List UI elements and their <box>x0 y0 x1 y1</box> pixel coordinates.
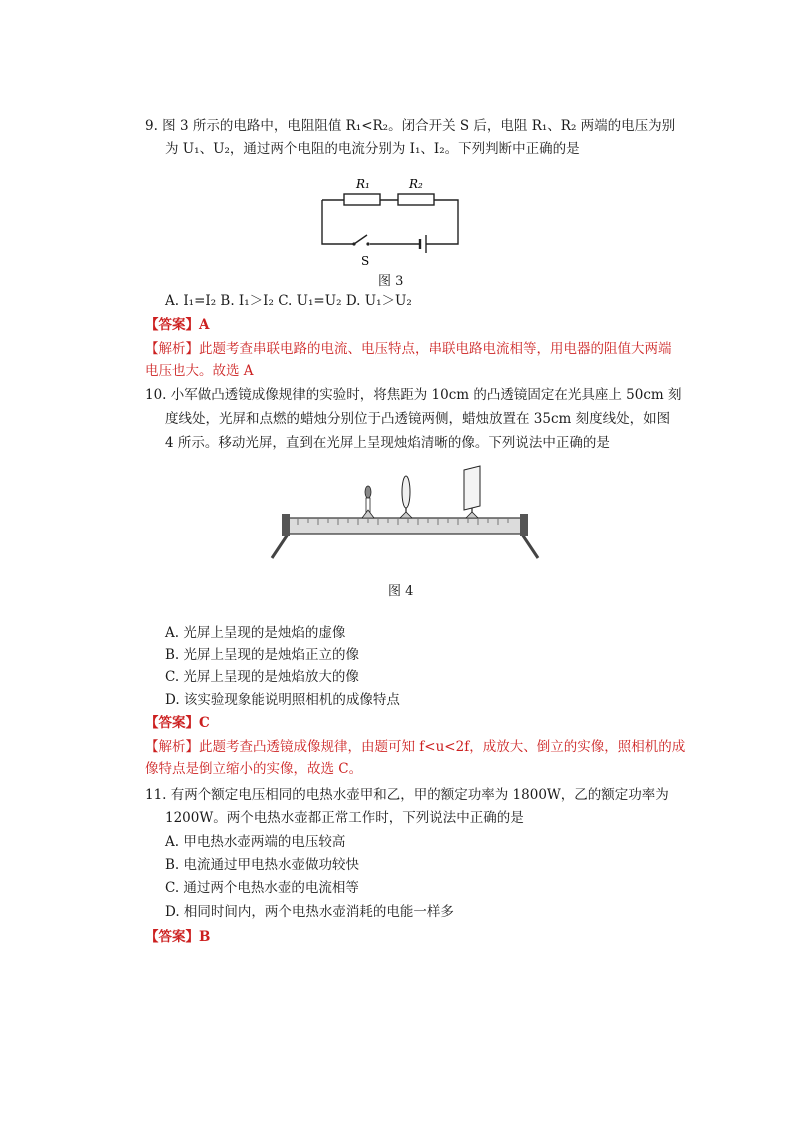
q10-option-a: A. 光屏上呈现的是烛焰的虚像 <box>165 625 346 641</box>
q10-analysis-line1: 【解析】此题考查凸透镜成像规律，由题可知 f<u<2f，成放大、倒立的实像，照相机的成 <box>145 739 686 755</box>
q9-answer: 【答案】A <box>145 317 210 333</box>
q9-analysis-line2: 电压也大。故选 A <box>145 363 254 379</box>
q10-option-d: D. 该实验现象能说明照相机的成像特点 <box>165 692 400 708</box>
q11-stem-line2: 1200W。两个电热水壶都正常工作时，下列说法中正确的是 <box>165 810 524 826</box>
q11-option-c: C. 通过两个电热水壶的电流相等 <box>165 880 359 896</box>
resistor-r2 <box>398 194 434 205</box>
q10-analysis-line2: 像特点是倒立缩小的实像，故选 C。 <box>145 761 363 777</box>
q11-option-a: A. 甲电热水壶两端的电压较高 <box>165 834 346 850</box>
q9-options: A. I₁=I₂ B. I₁＞I₂ C. U₁=U₂ D. U₁＞U₂ <box>165 293 412 309</box>
q9-analysis-line1: 【解析】此题考查串联电路的电流、电压特点，串联电路电流相等，用电器的阻值大两端 <box>145 341 672 357</box>
candle-holder <box>362 510 374 518</box>
switch-lever <box>354 235 367 244</box>
circuit-wire <box>426 200 458 244</box>
light-screen <box>464 466 480 510</box>
q10-stem-line1: 10. 小军做凸透镜成像规律的实验时，将焦距为 10cm 的凸透镜固定在光具座上 50cm 刻 <box>145 387 682 403</box>
lens-holder <box>400 512 412 518</box>
screen-holder <box>466 512 478 518</box>
figure3-caption: 图 3 <box>378 274 404 289</box>
bench-end-right <box>520 514 528 536</box>
q9-stem-line2: 为 U₁、U₂，通过两个电阻的电流分别为 I₁、I₂。下列判断中正确的是 <box>165 141 580 157</box>
circuit-diagram-figure3 <box>312 172 472 272</box>
figure4-caption: 图 4 <box>388 584 414 599</box>
bench-left-leg <box>272 534 288 558</box>
q11-option-d: D. 相同时间内，两个电热水壶消耗的电能一样多 <box>165 904 454 920</box>
optical-bench-figure4 <box>268 462 542 562</box>
q11-option-b: B. 电流通过甲电热水壶做功较快 <box>165 857 360 873</box>
resistor-r1 <box>344 194 380 205</box>
circuit-wire <box>322 200 354 244</box>
q10-stem-line3: 4 所示。移动光屏，直到在光屏上呈现烛焰清晰的像。下列说法中正确的是 <box>165 435 610 451</box>
switch-contact <box>366 242 369 245</box>
q10-option-b: B. 光屏上呈现的是烛焰正立的像 <box>165 647 360 663</box>
bench-rail <box>284 518 526 534</box>
q10-stem-line2: 度线处，光屏和点燃的蜡烛分别位于凸透镜两侧，蜡烛放置在 35cm 刻度线处，如图 <box>165 411 671 427</box>
label-r2: R₂ <box>409 177 423 191</box>
q11-stem-line1: 11. 有两个额定电压相同的电热水壶甲和乙，甲的额定功率为 1800W，乙的额定功率为 <box>145 787 669 803</box>
q10-option-c: C. 光屏上呈现的是烛焰放大的像 <box>165 669 359 685</box>
candle-flame <box>365 486 371 498</box>
convex-lens <box>402 476 410 508</box>
q10-answer: 【答案】C <box>145 715 210 731</box>
q9-stem-line1: 9. 图 3 所示的电路中，电阻阻值 R₁<R₂。闭合开关 S 后，电阻 R₁、R₂ 两端的电压为别 <box>145 118 676 134</box>
bench-end-left <box>282 514 290 536</box>
label-switch: S <box>361 254 370 268</box>
bench-right-leg <box>522 534 538 558</box>
label-r1: R₁ <box>356 177 370 191</box>
q11-answer: 【答案】B <box>145 929 211 945</box>
